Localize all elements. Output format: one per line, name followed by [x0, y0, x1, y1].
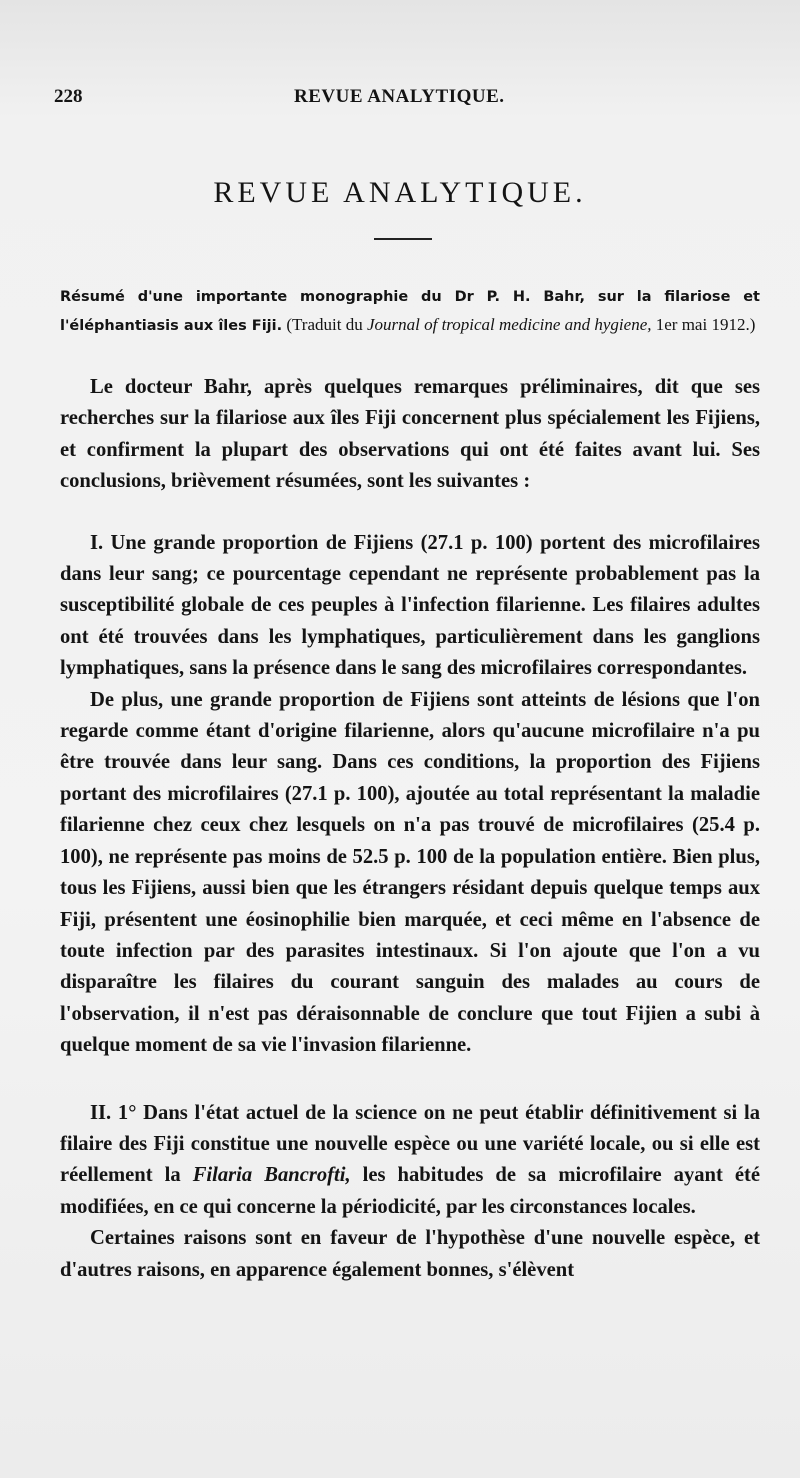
title-rule — [374, 238, 432, 240]
paragraph-3-italic: Filaria Bancrofti, — [192, 1164, 351, 1187]
paragraph-intro: Le docteur Bahr, après quelques remarques préliminaires, dit que ses recherches sur la filariose aux îles Fiji concernent plus spécialement les Fijiens, et confirment la plupart des observations qui ont été faites avant lui. Ses conclusions, brièvement résumées, sont les suivantes : — [60, 376, 760, 493]
body-text — [60, 372, 760, 1286]
paragraph-1: I. Une grande proportion de Fijiens (27.1 p. 100) portent des microfilaires dans leur sang; ce pourcentage cependant ne représente probablement pas la susceptibilité globale de ces peuples à l'infection filarienne. Les filaires adultes ont été trouvées dans les lymphatiques, particulièrement dans les ganglions lymphatiques, sans la présence dans le sang des microfilaires correspondantes. — [60, 531, 760, 680]
paragraph-4: Certaines raisons sont en faveur de l'hypothèse d'une nouvelle espèce, et d'autres raisons, en apparence également bonnes, s'élèvent — [60, 1227, 760, 1281]
summary-source-date: 1er mai 1912.) — [655, 315, 756, 334]
running-head-title: REVUE ANALYTIQUE. — [294, 86, 505, 107]
page-number: 228 — [54, 86, 83, 107]
summary-lead: Résumé d'une importante monographie du Dr P. H. Bahr, sur la filariose et l'éléphantiasis aux îles Fiji. — [60, 289, 760, 334]
paragraph-3-end: les habitudes de sa microfilaire ayant été modifiées, en ce qui concerne la périodicité, par les circonstances locales. — [60, 1164, 761, 1218]
paragraph-3 — [60, 1098, 760, 1224]
paragraph-3-start: II. 1° Dans l'état actuel de la science on ne peut établir définitivement si la filaire des Fiji constitue une nouvelle espèce ou une variété locale, ou si elle est réellement la — [60, 1101, 760, 1187]
paragraph-2: De plus, une grande proportion de Fijiens sont atteints de lésions que l'on regarde comme étant d'origine filarienne, alors qu'aucune microfilaire n'a pu être trouvée dans leur sang. Dans ces conditions, la proportion des Fijiens portant des microfilaires (27.1 p. 100), ajoutée au total représentant la maladie filarienne chez ceux chez lesquels on n'a pas trouvé de microfilaires (25.4 p. 100), ne représente pas moins de 52.5 p. 100 de la population entière. Bien plus, tous les Fijiens, aussi bien que les étrangers résidant depuis quelque temps aux Fiji, présentent une éosinophilie bien marquée, et ceci même en l'absence de toute infection par des parasites intestinaux. Si l'on ajoute que l'on a vu disparaître les filaires du courant sanguin des malades au cours de l'observation, il n'est pas déraisonnable de conclure que tout Fijien a subi à quelque moment de sa vie l'invasion filarienne. — [60, 688, 760, 1057]
summary-source-prefix: (Traduit du — [286, 315, 363, 334]
section-title: REVUE ANALYTIQUE. — [213, 176, 587, 209]
article-summary — [60, 282, 760, 340]
running-head — [54, 86, 740, 116]
summary-source-journal: Journal of tropical medicine and hygiene, — [366, 315, 652, 334]
